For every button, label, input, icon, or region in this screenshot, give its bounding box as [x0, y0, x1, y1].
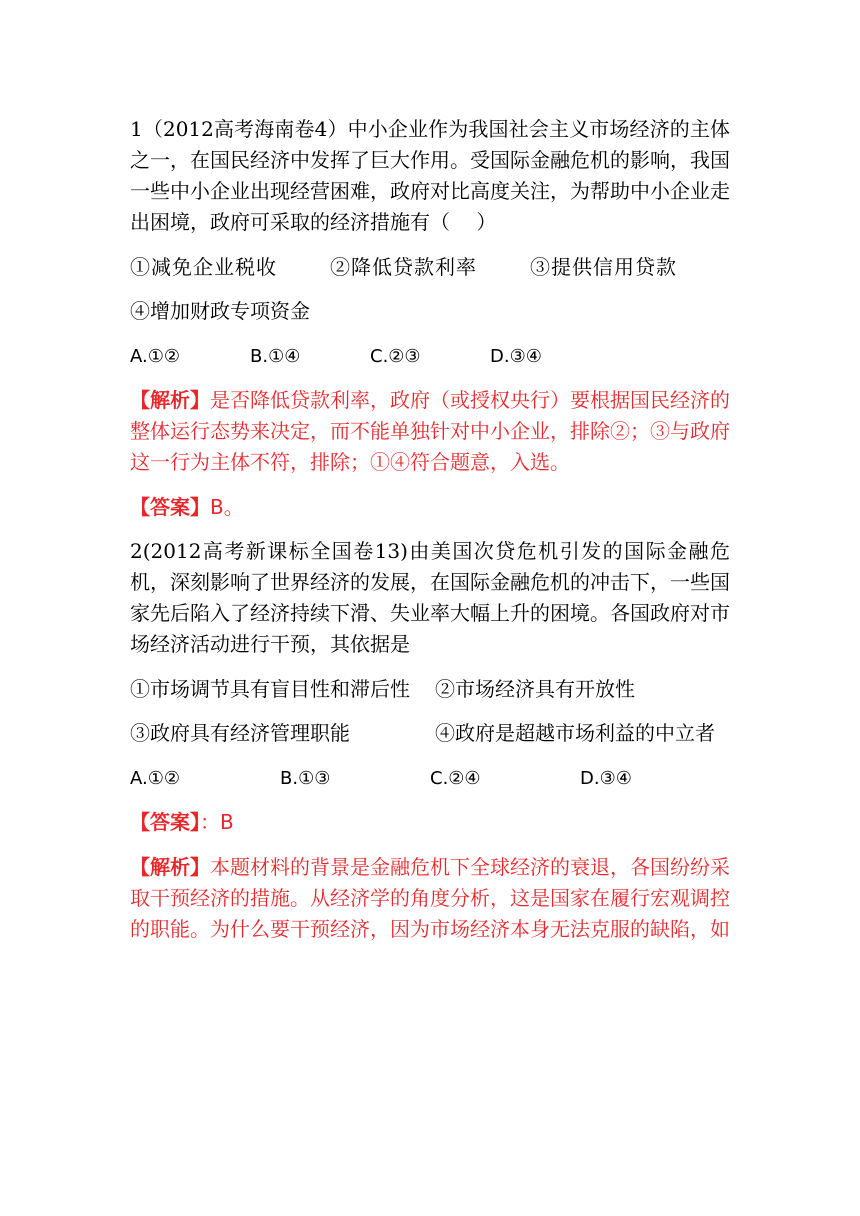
question-1-answer-text: B。 [210, 494, 244, 519]
question-1-choice-d: D.③④ [490, 345, 542, 367]
question-2-choices [130, 763, 730, 794]
question-2-item-1: ①市场调节具有盲目性和滞后性 [130, 676, 410, 701]
question-2-item-4: ④政府是超越市场利益的中立者 [435, 721, 715, 745]
question-1-answer-label: 【答案】 [130, 494, 210, 519]
question-2-items-row-2 [130, 718, 730, 749]
question-1-choice-b: B.①④ [250, 345, 301, 367]
question-2-choice-c: C.②④ [430, 767, 481, 789]
question-2-answer-label: 【答案】 [130, 810, 200, 834]
question-1-choice-a: A.①② [130, 345, 180, 367]
question-2-items-row-1 [130, 674, 730, 705]
question-2-item-3: ③政府具有经济管理职能 [130, 721, 350, 745]
question-2-analysis-label: 【解析】 [130, 854, 210, 879]
question-2-analysis [130, 852, 730, 945]
question-2-item-2: ②市场经济具有开放性 [435, 676, 635, 701]
question-2-choice-b: B.①③ [280, 767, 331, 789]
question-1-analysis [130, 385, 730, 478]
question-2-answer-text: ：B [200, 810, 234, 834]
question-2-stem: 2(2012高考新课标全国卷13)由美国次贷危机引发的国际金融危机，深刻影响了世界经济的发展，在国际金融危机的冲击下，一些国家先后陷入了经济持续下滑、失业率大幅上升的困境。各国政府对市场经济活动进行干预，其依据是 [130, 539, 730, 656]
question-2-choice-d: D.③④ [580, 767, 632, 789]
question-1-choice-c: C.②③ [370, 345, 421, 367]
question-1-stem: 1（2012高考海南卷4）中小企业作为我国社会主义市场经济的主体之一，在国民经济中发挥了巨大作用。受国际金融危机的影响，我国一些中小企业出现经营困难，政府对比高度关注，为帮助中小企业走出困境，政府可采取的经济措施有（ ） [130, 117, 730, 234]
question-1-item-1: ①减免企业税收 [130, 254, 277, 279]
question-1-analysis-label: 【解析】 [130, 388, 210, 412]
question-2-answer [130, 807, 730, 838]
question-1-item-2: ②降低贷款利率 [330, 254, 477, 279]
document-content [130, 114, 730, 958]
question-1-items [130, 252, 730, 283]
question-1-analysis-text: 是否降低贷款利率，政府（或授权央行）要根据国民经济的整体运行态势来决定，而不能单独针对中小企业，排除②；③与政府这一行为主体不符，排除；①④符合题意，入选。 [130, 388, 730, 474]
question-1-answer [130, 492, 730, 523]
question-1-choices [130, 341, 730, 372]
question-1-item-3: ③提供信用贷款 [530, 254, 677, 279]
question-2-analysis-text: 本题材料的背景是金融危机下全球经济的衰退，各国纷纷采取干预经济的措施。从经济学的角度分析，这是国家在履行宏观调控的职能。为什么要干预经济，因为市场经济本身无法克服的缺陷，如 [130, 854, 730, 941]
question-2-choice-a: A.①② [130, 767, 180, 789]
question-1-item-4: ④增加财政专项资金 [130, 299, 310, 323]
